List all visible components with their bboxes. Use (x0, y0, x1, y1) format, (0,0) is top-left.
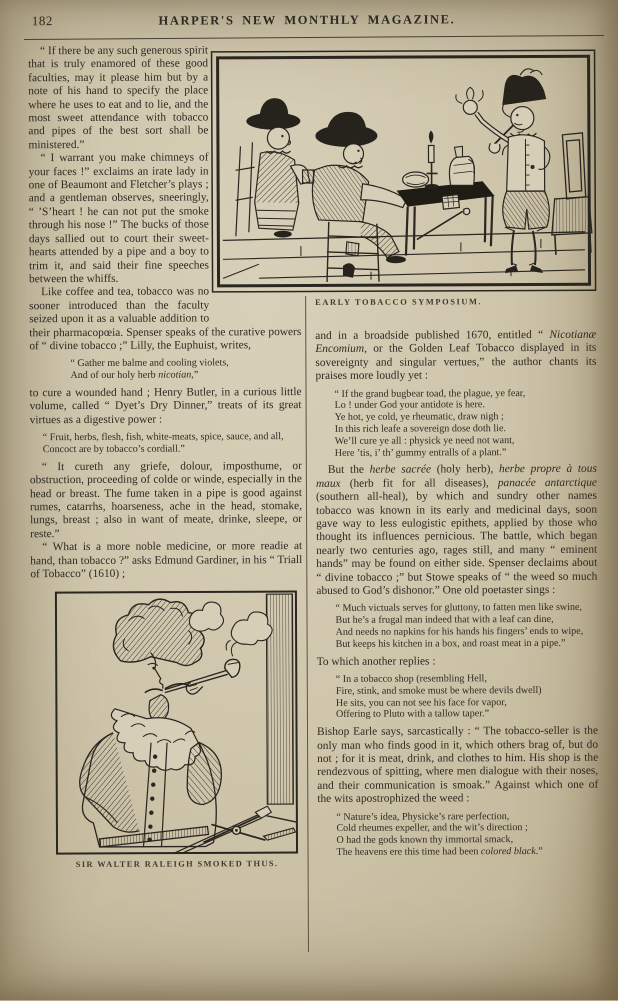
verse-line: Cold rheumes expeller, and the wit’s direction ; (336, 822, 528, 835)
verse-line: But he’s a frugal man indeed that with a leaf can dine, (335, 614, 554, 627)
masthead-title: HARPER'S NEW MONTHLY MAGAZINE. (158, 12, 456, 28)
column-rule (305, 296, 309, 952)
verse-line: O had the gods known thy immortal smack, (336, 834, 514, 847)
paragraph: “ What is a more noble medicine, or more readie at hand, than tobacco ?” asks Edmund Gardiner, in his “ Triall of Tobacco” (1610) ; (30, 540, 303, 581)
verse (329, 673, 598, 721)
paragraph: and in a broadside published 1670, entitled “ Nicotianæ Encomium, or the Golden Leaf Tobacco displayed in its sovereignty and singular vertues,” the author chants its praises more loudly yet : (315, 328, 597, 383)
paragraph: To which another replies : (316, 655, 436, 668)
paragraph: “ It cureth any griefe, dolour, imposthume, or obstruction, proceeding of colde or winde, especially in the head or breast. The fume taken in a pipe is good against rumes, catarrhs, hoarseness, ache in the head, stomake, lungs, breast ; also in want of meate, drinke, sleepe, or reste.” (29, 459, 303, 540)
verse-line: “ Nature’s idea, Physicke’s rare perfection, (336, 810, 510, 823)
doublet (79, 733, 221, 848)
symposium-caption: EARLY TOBACCO SYMPOSIUM. (315, 297, 483, 307)
verse-line: Ye hot, ye cold, ye rheumatic, draw nigh ; (334, 411, 504, 424)
ruff-collar (111, 709, 200, 771)
verse (329, 810, 598, 858)
verse-line: And of our holy herb nicotian,” (70, 369, 199, 382)
image-top-spacer (314, 43, 596, 330)
verse-line: The heavens ere this time had been colored black.” (336, 846, 543, 858)
verse-line: Offering to Pluto with a tallow taper.” (335, 708, 490, 721)
paragraph: to cure a wounded hand ; Henry Butler, in a curious little volume, called “ Dyet’s Dry Dinner,” treats of its great virtues as a digestive power : (29, 385, 302, 426)
verse (63, 357, 301, 382)
raleigh-caption: SIR WALTER RALEIGH SMOKED THUS. (75, 859, 279, 870)
verse-line: “ Much victuals serves for gluttony, to fatten men like swine, (335, 602, 583, 615)
paragraph: Like coffee and tea, tobacco was no sooner introduced than the faculty seized upon it as a valuable addition to their pharmacopœia. Spenser speaks of the curative powers of “ divine tobacco ;” Lilly, the Euphuist, writes, (29, 285, 302, 353)
verse (328, 602, 597, 650)
verse-line: But keeps his kitchen in a box, and roast meat in a pipe.” (335, 637, 566, 650)
verse-line: We’ll cure ye all : physick ye need not want, (334, 434, 515, 447)
paragraph: Bishop Earle says, sarcastically : “ The tobacco-seller is the only man who finds good in it, which others brag of, but do not ; for it is meat, drink, and clothes to him. His shop is the rendezvous of spitting, where men dialogue with their noses, and their communication is smoak.” Against which one of the wits apostrophized the weed : (316, 724, 599, 806)
verse-line: “ Fruit, herbs, flesh, fish, white-meats, spice, sauce, and all, (42, 431, 284, 444)
raleigh-illustration (54, 590, 298, 855)
paragraph: But the herbe sacrée (holy herb), herbe propre à tous maux (herb fit for all diseases), panacée antarctique (southern all-heal), by which and sundry other names tobacco was known in its early and medicinal days, soon gave way to less eulogistic epithets, applied by those who thought its influences pernicious. The battle, which began nearly two centuries ago, rages still, and many “ eminent hands” may be found on either side. Spenser declaims about “ divine tobacco ;” but Stowe speaks of “ the weed so much abused to God’s dishonor.” One old poetaster sings : (315, 463, 598, 598)
verse-line: “ If the grand bugbear toad, the plague, ye fear, (334, 387, 526, 400)
verse-line: Lo ! under God your antidote is here. (334, 399, 485, 412)
verse-line: Concoct are by tobacco’s cordiall.” (42, 443, 185, 456)
verse-line: Here ’tis, i’ th’ gummy entralls of a plant.” (334, 446, 507, 459)
verse-line: And needs no napkins for his hands his fingers’ ends to wipe, (335, 625, 584, 638)
verse (328, 387, 597, 459)
paragraph: “ If there be any such generous spirit that is truly enamored of these good faculties, may it please him but by a note of his hand to specify the place where he uses to eat and to lie, and the most sweet attendance with tobacco and pipes of the best sort shall be ministered.” (28, 44, 209, 152)
left-column (28, 44, 304, 870)
page-number: 182 (31, 13, 53, 29)
image-wrap-spacer (208, 44, 301, 325)
verse (36, 431, 302, 456)
verse-line: “ Gather me balme and cooling violets, (70, 357, 229, 370)
verse-line: He sits, you can not see his face for vapor, (335, 696, 507, 709)
verse-line: In this rich leafe a sovereign dose doth lie. (334, 423, 506, 435)
header-rule (24, 35, 604, 40)
right-column (314, 43, 599, 864)
verse-line: “ In a tobacco shop (resembling Hell, (335, 673, 487, 685)
verse-line: Fire, stink, and smoke must be where devils dwell) (335, 684, 542, 697)
paragraph: “ I warrant you make chimneys of your faces !” exclaims an irate lady in one of Beaumont and Fletcher’s plays ; and a gentleman observes, sneeringly, “ ’S’heart ! he can not put the smoke through his nose !” The bucks of those days sallied out to court their sweet-hearts attended by a pipe and a boy to trim it, and said their fine speeches between the whiffs. (28, 151, 209, 286)
